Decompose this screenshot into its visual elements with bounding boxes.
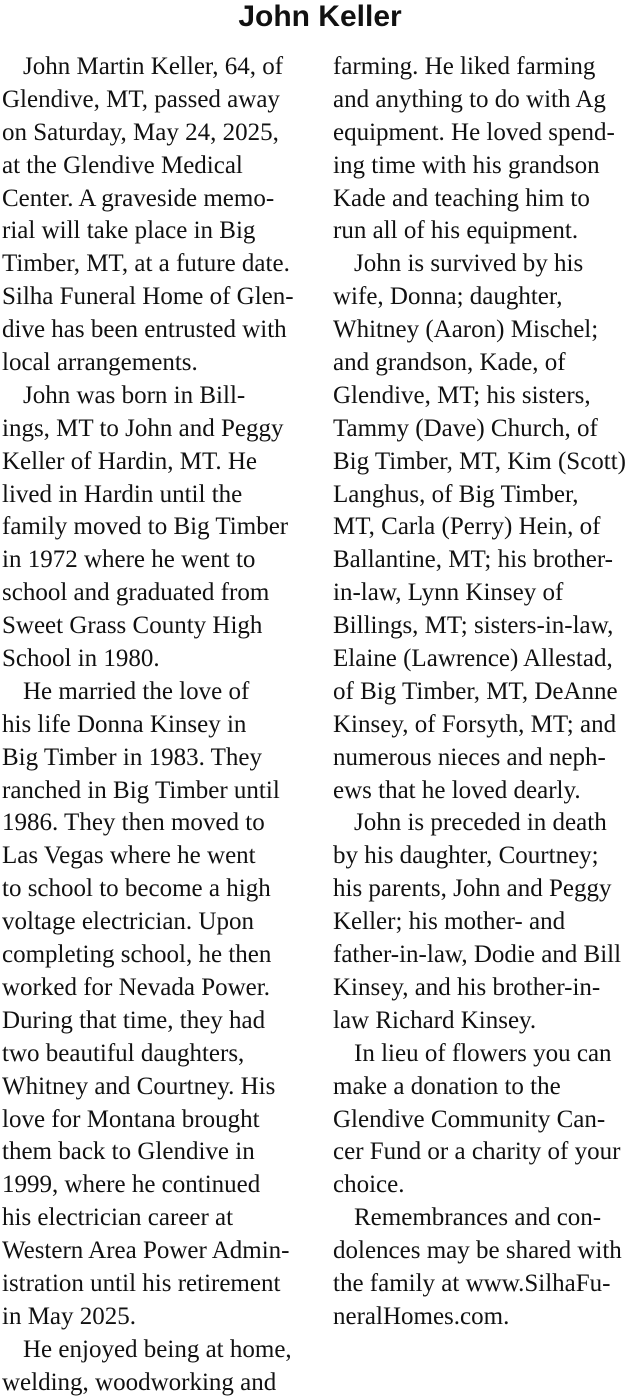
- text-line: cer Fund or a charity of your: [333, 1138, 621, 1166]
- text-line: choice.: [333, 1171, 405, 1199]
- text-line: John is preceded in death: [354, 809, 607, 837]
- text-line: Tammy (Dave) Church, of: [333, 414, 598, 442]
- text-line: lived in Hardin until the: [2, 480, 243, 508]
- text-line: in-law, Lynn Kinsey of: [333, 579, 564, 607]
- text-line: worked for Nevada Power.: [2, 973, 270, 1001]
- text-line: 1999, where he continued: [2, 1171, 261, 1199]
- text-line: Las Vegas where he went: [2, 842, 256, 870]
- text-line: farming. He liked farming: [333, 53, 596, 80]
- text-line: wife, Donna; daughter,: [333, 283, 563, 311]
- text-line: MT, Carla (Perry) Hein, of: [333, 513, 601, 541]
- text-line: love for Montana brought: [2, 1105, 260, 1133]
- text-line: local arrangements.: [2, 349, 198, 377]
- text-line: He married the love of: [23, 677, 250, 705]
- text-line: Billings, MT; sisters-in-law,: [333, 612, 614, 640]
- text-line: in May 2025.: [2, 1302, 137, 1330]
- text-line: Glendive, MT, passed away: [2, 85, 280, 113]
- text-line: on Saturday, May 24, 2025,: [2, 118, 279, 146]
- text-line: Keller of Hardin, MT. He: [2, 447, 258, 475]
- text-line: Langhus, of Big Timber,: [333, 480, 579, 508]
- text-line: During that time, they had: [2, 1006, 266, 1034]
- text-line: Big Timber, MT, Kim (Scott): [333, 447, 627, 475]
- text-line: dolences may be shared with: [333, 1237, 622, 1265]
- text-line: run all of his equipment.: [333, 217, 579, 245]
- text-line: ranched in Big Timber until: [2, 776, 280, 804]
- text-line: Kade and teaching him to: [333, 184, 590, 212]
- left-column: [2, 51, 310, 1400]
- text-line: Glendive Community Can-: [333, 1105, 606, 1133]
- text-line: by his daughter, Courtney;: [333, 842, 599, 870]
- text-line: in 1972 where he went to: [2, 546, 256, 574]
- text-line: ing time with his grandson: [333, 151, 600, 179]
- text-line: Silha Funeral Home of Glen-: [2, 283, 294, 311]
- text-line: rial will take place in Big: [2, 217, 256, 245]
- text-line: Keller; his mother- and: [333, 908, 566, 936]
- text-line: Center. A graveside memo-: [2, 184, 275, 212]
- text-line: Remembrances and con-: [354, 1204, 602, 1232]
- text-line: voltage electrician. Upon: [2, 908, 254, 936]
- text-line: family moved to Big Timber: [2, 513, 289, 541]
- text-line: ews that he loved dearly.: [333, 776, 581, 804]
- text-line: and anything to do with Ag: [333, 85, 606, 113]
- text-line: John Martin Keller, 64, of: [23, 53, 284, 80]
- text-line: He enjoyed being at home,: [23, 1335, 292, 1363]
- text-line: at the Glendive Medical: [2, 151, 243, 179]
- text-line: 1986. They then moved to: [2, 809, 265, 837]
- text-line: Glendive, MT; his sisters,: [333, 381, 591, 409]
- text-line: Timber, MT, at a future date.: [2, 250, 290, 278]
- text-line: Sweet Grass County High: [2, 612, 263, 640]
- text-line: make a donation to the: [333, 1072, 561, 1100]
- text-line: Whitney (Aaron) Mischel;: [333, 316, 599, 344]
- text-line: Elaine (Lawrence) Allestad,: [333, 645, 613, 673]
- text-line: school and graduated from: [2, 579, 270, 607]
- text-line: equipment. He loved spend-: [333, 118, 615, 146]
- obituary-title: John Keller: [238, 0, 402, 33]
- text-line: two beautiful daughters,: [2, 1039, 245, 1067]
- text-line: his life Donna Kinsey in: [2, 710, 247, 738]
- text-line: Ballantine, MT; his brother-: [333, 546, 614, 574]
- text-line: completing school, he then: [2, 941, 272, 969]
- text-line: John is survived by his: [354, 250, 584, 278]
- text-line: his parents, John and Peggy: [333, 875, 612, 903]
- text-line: Kinsey, and his brother-in-: [333, 973, 601, 1001]
- text-line: numerous nieces and neph-: [333, 743, 606, 771]
- text-line: In lieu of flowers you can: [354, 1039, 612, 1067]
- text-line: his electrician career at: [2, 1204, 234, 1232]
- text-line: Western Area Power Admin-: [2, 1237, 290, 1265]
- text-line: ings, MT to John and Peggy: [2, 414, 284, 442]
- text-line: John was born in Bill-: [23, 381, 246, 409]
- text-line: to school to become a high: [2, 875, 271, 903]
- text-line: father-in-law, Dodie and Bill: [333, 941, 622, 969]
- text-line: welding, woodworking and: [2, 1368, 277, 1396]
- text-line: Kinsey, of Forsyth, MT; and: [333, 710, 617, 738]
- text-line: Whitney and Courtney. His: [2, 1072, 276, 1100]
- text-line: School in 1980.: [2, 645, 160, 673]
- text-line: law Richard Kinsey.: [333, 1006, 537, 1034]
- text-line: the family at www.SilhaFu-: [333, 1269, 611, 1297]
- text-line: neralHomes.com.: [333, 1302, 510, 1330]
- text-line: dive has been entrusted with: [2, 316, 287, 344]
- text-line: and grandson, Kade, of: [333, 349, 566, 377]
- text-line: istration until his retirement: [2, 1269, 281, 1297]
- text-line: Big Timber in 1983. They: [2, 743, 262, 771]
- right-column: [333, 51, 640, 1334]
- text-line: of Big Timber, MT, DeAnne: [333, 677, 618, 705]
- text-line: them back to Glendive in: [2, 1138, 255, 1166]
